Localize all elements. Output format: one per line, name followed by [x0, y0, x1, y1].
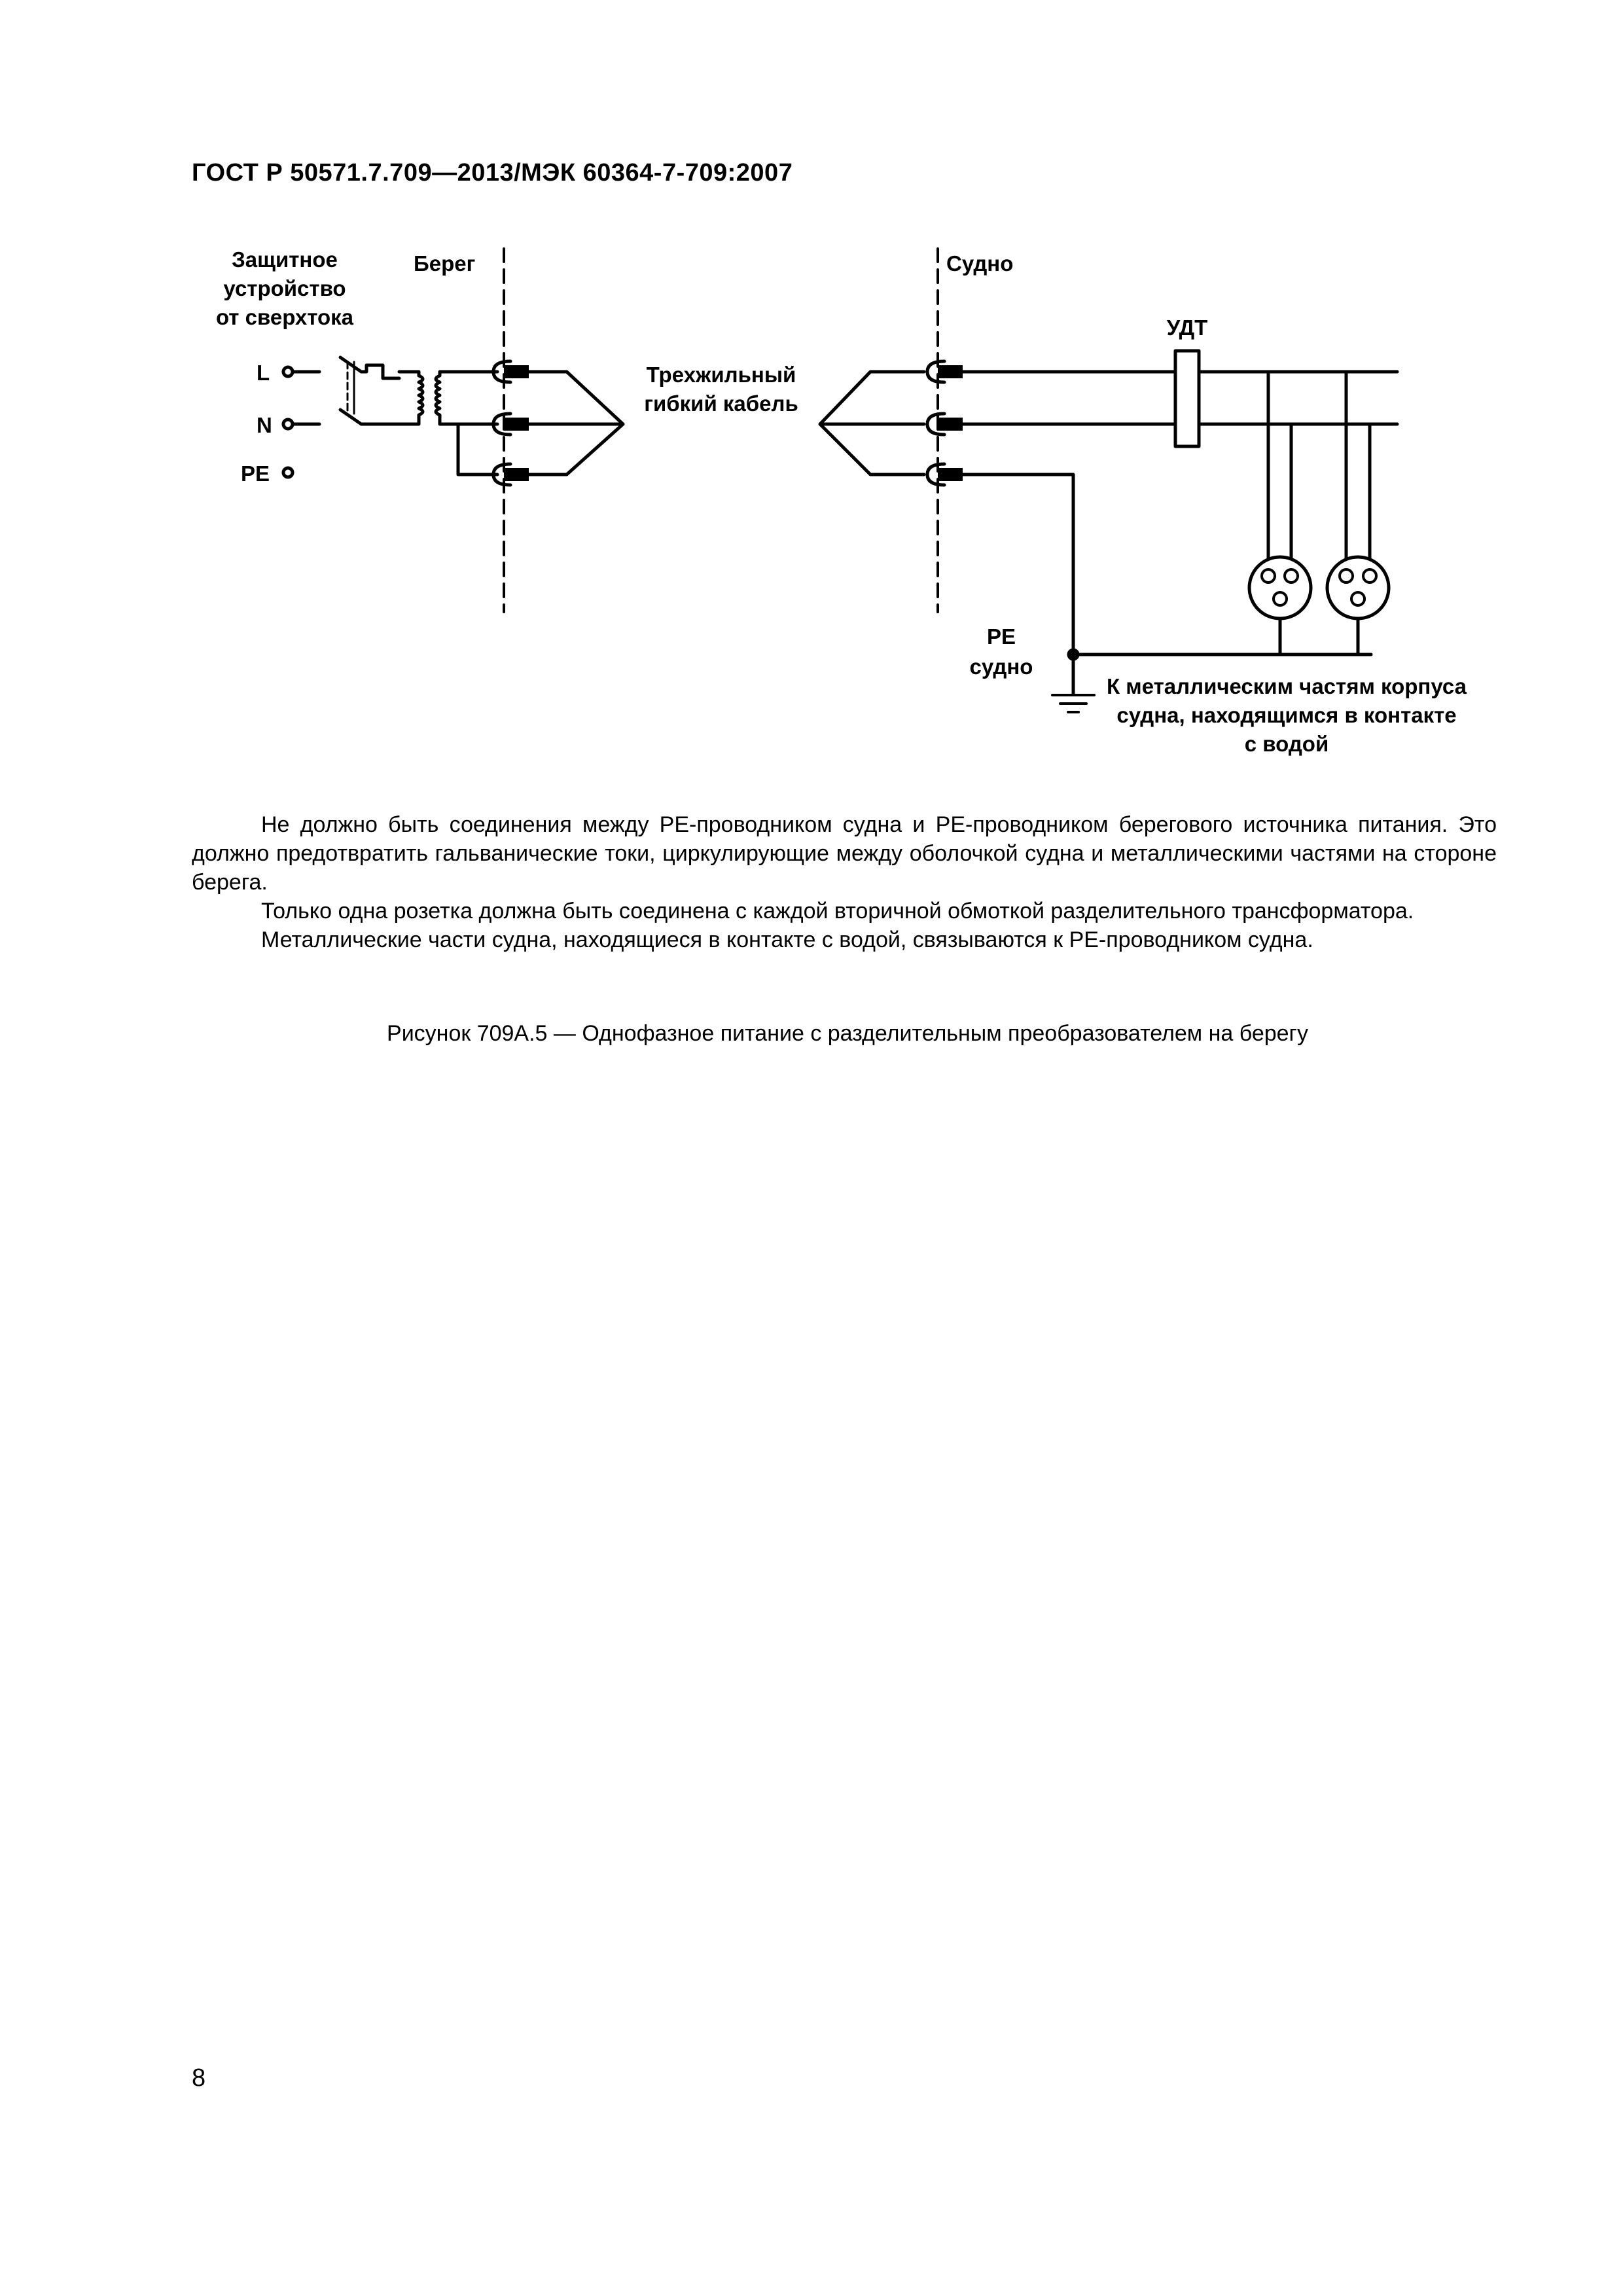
circuit-diagram: [0, 0, 1623, 785]
figure-caption: Рисунок 709А.5 — Однофазное питание с разделительным преобразователем на берегу: [387, 1021, 1308, 1046]
ship-pe-conductor: [963, 475, 1073, 661]
body-text: [192, 810, 1497, 954]
isolating-transformer: [399, 372, 490, 475]
protective-device-label-2: устройство: [223, 276, 346, 300]
hull-label-1: К металлическим частям корпуса: [1106, 674, 1467, 698]
rcd-label: УДТ: [1166, 315, 1208, 340]
protective-device-label-3: от сверхтока: [215, 305, 354, 329]
ship-label: Судно: [946, 251, 1014, 276]
ship-cable-fan: [820, 372, 924, 475]
shore-label: Берег: [414, 251, 476, 276]
hull-label-2: судна, находящимся в контакте: [1116, 703, 1457, 727]
terminal-PE: [283, 468, 293, 477]
protective-device-label-1: Защитное: [232, 247, 338, 272]
paragraph-3: Металлические части судна, находящиеся в контакте с водой, связываются к PE-проводником судна.: [261, 927, 1313, 952]
overcurrent-protection-device: [293, 357, 399, 424]
pe-junction-dot: [1069, 650, 1078, 659]
cable-label-1: Трехжильный: [646, 363, 796, 387]
paragraph-2: Только одна розетка должна быть соединена с каждой вторичной обмоткой разделительного трансформатора.: [261, 899, 1414, 924]
pe-ship-label-2: судно: [969, 655, 1033, 679]
paragraph-1: Не должно быть соединения между PE-проводником судна и PE-проводником берегового источника питания. Это должно предотвратить гальванические токи, циркулирующие между оболочкой судна и металлическими частями на стороне берега.: [192, 812, 1497, 895]
socket-outlet-1: [1249, 372, 1311, 655]
pe-ship-label-1: PE: [986, 624, 1016, 649]
PE-label: PE: [241, 461, 270, 486]
hull-label-3: с водой: [1244, 732, 1329, 756]
shore-cable-fan: [529, 372, 623, 475]
N-label: N: [257, 413, 272, 437]
cable-label-2: гибкий кабель: [644, 391, 798, 416]
earth-symbol: [1052, 695, 1094, 712]
socket-outlet-2: [1327, 372, 1389, 655]
L-label: L: [257, 361, 270, 385]
document-header: ГОСТ Р 50571.7.709—2013/МЭК 60364-7-709:2007: [192, 159, 793, 187]
rcd-device: [1175, 351, 1199, 446]
page-number: 8: [192, 2064, 206, 2092]
